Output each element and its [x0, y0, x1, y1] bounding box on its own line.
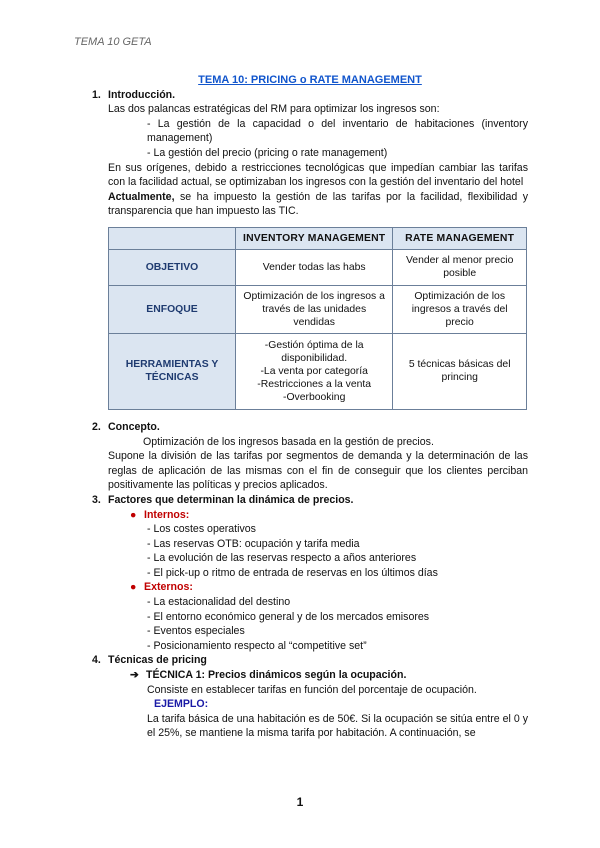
page-number: 1: [296, 795, 304, 809]
row-label: ENFOQUE: [109, 285, 236, 333]
section-number: 1.: [92, 88, 101, 101]
cell-line: -Overbooking: [282, 391, 346, 403]
paragraph: Supone la división de las tarifas por segmentos de demanda y la determinación de las reglas de aplicación de las mismas con el fin de conseguir que los clientes perciban positivamente las políticas y precios aplicados.: [108, 450, 528, 492]
arrow-icon: ➔: [130, 669, 139, 682]
table-header-cell: INVENTORY MANAGEMENT: [236, 227, 393, 249]
section-3-heading: [92, 493, 528, 508]
technique-heading: [130, 668, 528, 683]
section-title: Introducción.: [108, 88, 176, 101]
list-item: - Las reservas OTB: ocupación y tarifa media: [147, 537, 360, 550]
table-row: [109, 333, 527, 409]
paragraph: Las dos palancas estratégicas del RM para optimizar los ingresos son:: [108, 103, 440, 116]
section-4-heading: [92, 653, 528, 668]
paragraph: Consiste en establecer tarifas en función del porcentaje de ocupación.: [147, 683, 477, 696]
list-item: - La evolución de las reservas respecto a años anteriores: [147, 552, 417, 565]
page-content: [92, 73, 528, 741]
cell-line: -Gestión óptima de la disponibilidad.: [264, 339, 364, 364]
list-item: - El entorno económico general y de los mercados emisores: [147, 610, 430, 623]
technique-title: TÉCNICA 1: Precios dinámicos según la ocupación.: [146, 669, 407, 682]
document-title: TEMA 10: PRICING o RATE MANAGEMENT: [198, 74, 422, 86]
row-label: OBJETIVO: [109, 249, 236, 285]
table-corner-cell: [109, 227, 236, 249]
list-item: - Los costes operativos: [147, 523, 256, 536]
section-number: 2.: [92, 420, 101, 433]
bullet-label: Externos:: [144, 581, 193, 594]
running-header: TEMA 10 GETA: [74, 36, 152, 48]
row-label: HERRAMIENTAS Y TÉCNICAS: [109, 333, 236, 409]
list-item: - La gestión de la capacidad o del inventario de habitaciones (inventory management): [147, 117, 528, 145]
cell-line: -Restricciones a la venta: [257, 378, 372, 390]
table-cell: Vender todas las habs: [236, 249, 393, 285]
section-number: 3.: [92, 493, 101, 506]
section-2-heading: [92, 420, 528, 435]
bullet-label: Internos:: [144, 508, 190, 521]
list-item: - La estacionalidad del destino: [147, 596, 291, 609]
table-cell: Optimización de los ingresos a través del precio: [393, 285, 527, 333]
section-number: 4.: [92, 654, 101, 667]
table-header-cell: RATE MANAGEMENT: [393, 227, 527, 249]
list-item: - Posicionamiento respecto al “competitive set”: [147, 639, 367, 652]
bullet-externos: [130, 580, 528, 595]
list-item: - La gestión del precio (pricing o rate management): [147, 146, 388, 159]
bullet-icon: ●: [130, 508, 137, 521]
paragraph: En sus orígenes, debido a restricciones tecnológicas que impedían cambiar las tarifas con la facilidad actual, se optimizaban los ingresos con la gestión del inventario del hotel: [108, 161, 528, 189]
paragraph: La tarifa básica de una habitación es de 50€. Si la ocupación se sitúa entre el 0 y el 25%, se mantiene la misma tarifa por habitación. A continuación, se: [147, 712, 528, 740]
example-label: EJEMPLO:: [154, 698, 209, 711]
bold-lead: Actualmente,: [108, 190, 175, 203]
section-title: Concepto.: [108, 420, 160, 433]
table-header-row: [109, 227, 527, 249]
comparison-table: [108, 227, 527, 410]
bullet-icon: ●: [130, 581, 137, 594]
paragraph: [108, 190, 528, 219]
cell-line: -La venta por categoría: [260, 365, 368, 377]
table-cell: Vender al menor precio posible: [393, 249, 527, 285]
table-cell: 5 técnicas básicas del princing: [393, 333, 527, 409]
table-row: [109, 285, 527, 333]
table-row: [109, 249, 527, 285]
bullet-internos: [130, 508, 528, 523]
list-item: - El pick-up o ritmo de entrada de reservas en los últimos días: [147, 566, 438, 579]
section-title: Factores que determinan la dinámica de precios.: [108, 493, 354, 506]
section-1-heading: [92, 88, 528, 103]
section-title: Técnicas de pricing: [108, 654, 207, 667]
paragraph: Optimización de los ingresos basada en la gestión de precios.: [143, 435, 434, 448]
table-cell: [236, 333, 393, 409]
paragraph-text: se ha impuesto la gestión de las tarifas por la facilidad, flexibilidad y transparencia que han impuesto las TIC.: [108, 190, 528, 218]
table-cell: Optimización de los ingresos a través de las unidades vendidas: [236, 285, 393, 333]
list-item: - Eventos especiales: [147, 625, 245, 638]
